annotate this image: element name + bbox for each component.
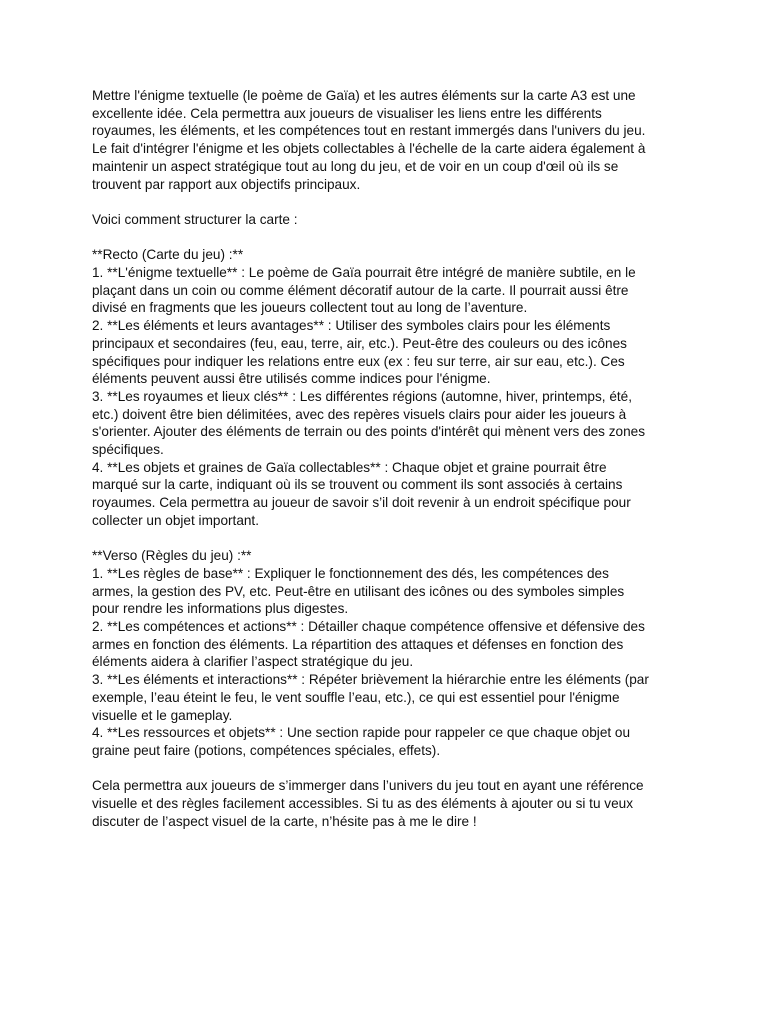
text-line: maintenir un aspect stratégique tout au long du jeu, et de voir en un coup d'œil où ils se xyxy=(92,158,619,174)
text-line: Le fait d'intégrer l'énigme et les objets collectables à l'échelle de la carte aidera également à xyxy=(92,141,646,157)
text-line: armes, la gestion des PV, etc. Peut-être en utilisant des icônes ou des symboles simples xyxy=(92,583,625,599)
text-line: s'orienter. Ajouter des éléments de terrain ou des points d'intérêt qui mènent vers des zones xyxy=(92,424,646,440)
recto-item-1 xyxy=(92,264,682,317)
verso-section xyxy=(92,547,682,759)
text-line: 3. **Les éléments et interactions** : Répéter brièvement la hiérarchie entre les éléments (par xyxy=(92,672,649,688)
text-line: trouvent par rapport aux objectifs principaux. xyxy=(92,176,361,192)
text-line: 3. **Les royaumes et lieux clés** : Les différentes régions (automne, hiver, printemps, été, xyxy=(92,388,633,404)
text-line: etc.) doivent être bien délimitées, avec des repères visuels clairs pour aider les joueurs à xyxy=(92,406,627,422)
text-line: spécifiques pour indiquer les relations entre eux (ex : feu sur terre, air sur eau, etc.). Ces xyxy=(92,353,625,369)
text-line: visuelle et le gameplay. xyxy=(92,707,233,723)
text-line: marqué sur la carte, indiquant où ils se trouvent ou comment ils sont associés à certains xyxy=(92,477,623,493)
intro-paragraph xyxy=(92,87,682,193)
text-line: éléments aidera à clarifier l’aspect stratégique du jeu. xyxy=(92,654,414,670)
text-line: pour rendre les informations plus digestes. xyxy=(92,601,349,617)
text-line: graine peut faire (potions, compétences spéciales, effets). xyxy=(92,742,441,758)
text-line: principaux et secondaires (feu, eau, terre, air, etc.). Peut-être des couleurs ou des icônes xyxy=(92,335,627,351)
recto-heading: **Recto (Carte du jeu) :** xyxy=(92,247,244,263)
text-line: visuelle et des règles facilement accessibles. Si tu as des éléments à ajouter ou si tu veux xyxy=(92,796,634,812)
text-line: exemple, l’eau éteint le feu, le vent souffle l’eau, etc.), ce qui est essentiel pour l'énigme xyxy=(92,689,620,705)
paragraph-gap xyxy=(92,530,682,548)
text-line: armes en fonction des éléments. La répartition des attaques et défenses en fonction des xyxy=(92,636,624,652)
text-line: Mettre l'énigme textuelle (le poème de Gaïa) et les autres éléments sur la carte A3 est une xyxy=(92,88,636,103)
verso-heading: **Verso (Règles du jeu) :** xyxy=(92,548,252,564)
paragraph-gap xyxy=(92,229,682,247)
recto-section xyxy=(92,246,682,529)
text-line: Cela permettra aux joueurs de s’immerger dans l’univers du jeu tout en ayant une référence xyxy=(92,778,644,794)
verso-item-2 xyxy=(92,618,682,671)
text-line: collecter un objet important. xyxy=(92,512,259,528)
verso-item-1 xyxy=(92,565,682,618)
recto-item-2 xyxy=(92,317,682,388)
document-page xyxy=(92,87,682,830)
recto-item-3 xyxy=(92,388,682,459)
text-line: royaumes, les éléments, et les compétences tout en restant immergés dans l'univers du jeu. xyxy=(92,123,646,139)
paragraph-gap xyxy=(92,760,682,778)
text-line: 1. **Les règles de base** : Expliquer le fonctionnement des dés, les compétences des xyxy=(92,565,609,581)
verso-item-4 xyxy=(92,724,682,759)
structure-intro xyxy=(92,211,682,229)
text-line: plaçant dans un coin ou comme élément décoratif autour de la carte. Il pourrait aussi être xyxy=(92,282,629,298)
text-line: 2. **Les compétences et actions** : Détailler chaque compétence offensive et défensive des xyxy=(92,619,645,635)
text-line: divisé en fragments que les joueurs collectent tout au long de l’aventure. xyxy=(92,300,528,316)
text-line: spécifiques. xyxy=(92,442,164,458)
conclusion-paragraph xyxy=(92,777,682,830)
recto-item-4 xyxy=(92,459,682,530)
verso-item-3 xyxy=(92,671,682,724)
text-line: 4. **Les ressources et objets** : Une section rapide pour rappeler ce que chaque objet ou xyxy=(92,725,631,741)
text-line: 4. **Les objets et graines de Gaïa collectables** : Chaque objet et graine pourrait être xyxy=(92,459,607,475)
text-line: excellente idée. Cela permettra aux joueurs de visualiser les liens entre les différents xyxy=(92,105,602,121)
text-line: royaumes. Cela permettra au joueur de savoir s’il doit revenir à un endroit spécifique pour xyxy=(92,495,631,511)
text-line: 2. **Les éléments et leurs avantages** : Utiliser des symboles clairs pour les éléments xyxy=(92,318,611,334)
text-line: éléments peuvent aussi être utilisés comme indices pour l'énigme. xyxy=(92,371,491,387)
paragraph-gap xyxy=(92,193,682,211)
text-line: Voici comment structurer la carte : xyxy=(92,211,298,227)
text-line: 1. **L'énigme textuelle** : Le poème de Gaïa pourrait être intégré de manière subtile, en le xyxy=(92,265,636,280)
text-line: discuter de l’aspect visuel de la carte, n’hésite pas à me le dire ! xyxy=(92,813,477,829)
